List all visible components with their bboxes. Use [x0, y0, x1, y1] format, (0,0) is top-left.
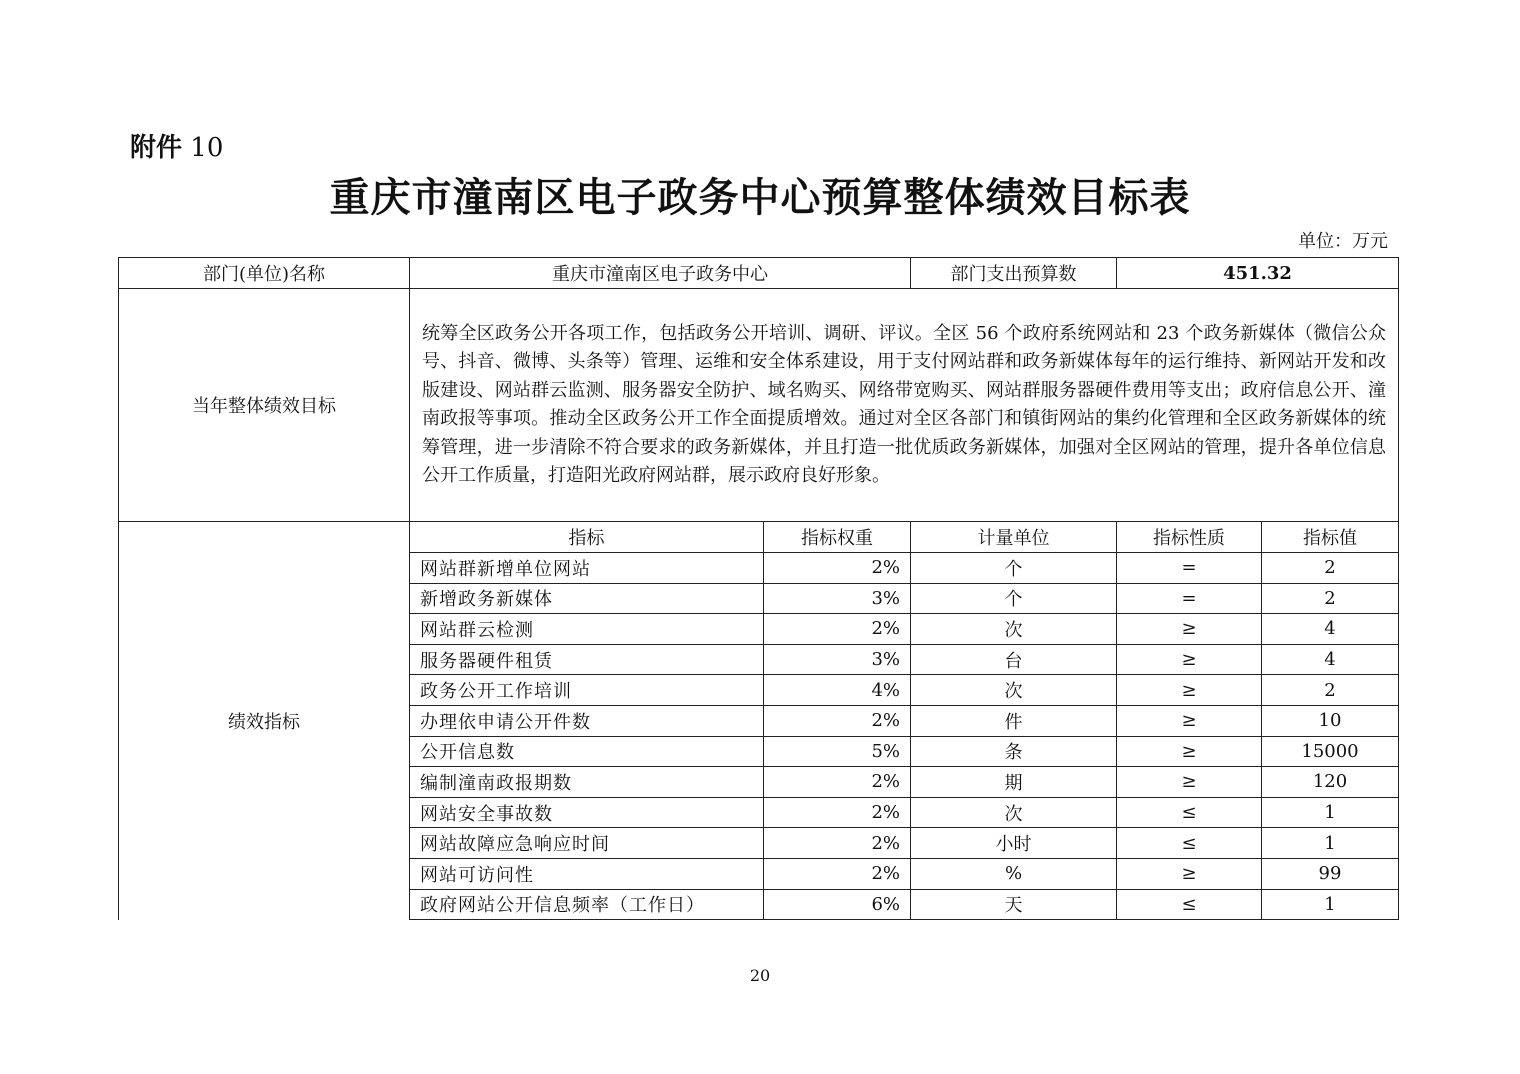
budget-value: 451.32: [1117, 258, 1399, 289]
unit-label: 单位：万元: [1298, 231, 1388, 252]
column-header-unit: 计量单位: [911, 522, 1117, 553]
indicator-weight: 3%: [764, 583, 911, 614]
indicator-value: 15000: [1262, 736, 1399, 767]
goal-row: [119, 289, 1399, 522]
indicator-weight: 5%: [764, 736, 911, 767]
indicator-value: 4: [1262, 644, 1399, 675]
budget-label: 部门支出预算数: [911, 258, 1117, 289]
goal-text: 统筹全区政务公开各项工作，包括政务公开培训、调研、评议。全区 56 个政府系统网站和 23 个政务新媒体（微信公众号、抖音、微博、头条等）管理、运维和安全体系建设，用于支付网站群和政务新媒体每年的运行维持、新网站开发和改版建设、网站群云监测、服务器安全防护、域名购买、网络带宽购买、网站群服务器硬件费用等支出；政府信息公开、潼南政报等事项。推动全区政务公开工作全面提质增效。通过对全区各部门和镇街网站的集约化管理和全区政务新媒体的统筹管理，进一步清除不符合要求的政务新媒体，并且打造一批优质政务新媒体，加强对全区网站的管理，提升各单位信息公开工作质量，打造阳光政府网站群，展示政府良好形象。: [410, 289, 1399, 522]
header-row: [119, 258, 1399, 289]
indicator-weight: 2%: [764, 553, 911, 584]
indicator-name: 网站可访问性: [410, 858, 764, 889]
indicator-weight: 3%: [764, 644, 911, 675]
indicator-name: 办理依申请公开件数: [410, 705, 764, 736]
indicator-nature: ≥: [1117, 705, 1262, 736]
attachment-label: [130, 130, 223, 166]
attachment-number: 10: [190, 133, 224, 163]
indicator-name: 服务器硬件租赁: [410, 644, 764, 675]
indicator-unit: 天: [911, 889, 1117, 920]
indicator-nature: ≥: [1117, 736, 1262, 767]
indicator-nature: ≥: [1117, 614, 1262, 645]
indicator-nature: =: [1117, 583, 1262, 614]
indicator-nature: ≤: [1117, 889, 1262, 920]
indicator-unit: 件: [911, 705, 1117, 736]
indicator-unit: 次: [911, 797, 1117, 828]
column-header-weight: 指标权重: [764, 522, 911, 553]
indicator-weight: 2%: [764, 828, 911, 859]
indicator-value: 2: [1262, 583, 1399, 614]
indicator-header-row: [119, 522, 1399, 553]
page-number: 20: [749, 966, 771, 985]
indicator-weight: 2%: [764, 705, 911, 736]
performance-target-table: [118, 257, 1399, 920]
indicator-nature: ≥: [1117, 675, 1262, 706]
indicator-nature: ≥: [1117, 767, 1262, 798]
indicator-name: 新增政务新媒体: [410, 583, 764, 614]
dept-value: 重庆市潼南区电子政务中心: [410, 258, 911, 289]
indicator-value: 1: [1262, 889, 1399, 920]
indicator-value: 1: [1262, 828, 1399, 859]
indicator-value: 2: [1262, 675, 1399, 706]
indicator-weight: 6%: [764, 889, 911, 920]
indicator-weight: 2%: [764, 767, 911, 798]
column-header-value: 指标值: [1262, 522, 1399, 553]
indicator-value: 99: [1262, 858, 1399, 889]
indicator-name: 网站安全事故数: [410, 797, 764, 828]
indicator-value: 120: [1262, 767, 1399, 798]
page-title: 重庆市潼南区电子政务中心预算整体绩效目标表: [329, 174, 1191, 221]
indicator-nature: ≥: [1117, 644, 1262, 675]
column-header-indicator: 指标: [410, 522, 764, 553]
indicator-section-label: 绩效指标: [119, 522, 410, 920]
goal-label: 当年整体绩效目标: [119, 289, 410, 522]
table-body: [119, 258, 1399, 920]
indicator-unit: 次: [911, 614, 1117, 645]
indicator-unit: 个: [911, 553, 1117, 584]
indicator-name: 网站群云检测: [410, 614, 764, 645]
indicator-name: 网站群新增单位网站: [410, 553, 764, 584]
indicator-name: 编制潼南政报期数: [410, 767, 764, 798]
indicator-unit: 小时: [911, 828, 1117, 859]
indicator-unit: 次: [911, 675, 1117, 706]
indicator-weight: 2%: [764, 797, 911, 828]
indicator-name: 网站故障应急响应时间: [410, 828, 764, 859]
indicator-unit: %: [911, 858, 1117, 889]
indicator-unit: 条: [911, 736, 1117, 767]
indicator-weight: 2%: [764, 858, 911, 889]
indicator-nature: ≤: [1117, 828, 1262, 859]
indicator-nature: ≥: [1117, 858, 1262, 889]
indicator-unit: 期: [911, 767, 1117, 798]
indicator-weight: 2%: [764, 614, 911, 645]
indicator-nature: ≤: [1117, 797, 1262, 828]
indicator-value: 4: [1262, 614, 1399, 645]
indicator-value: 1: [1262, 797, 1399, 828]
column-header-nature: 指标性质: [1117, 522, 1262, 553]
indicator-unit: 台: [911, 644, 1117, 675]
indicator-unit: 个: [911, 583, 1117, 614]
indicator-value: 2: [1262, 553, 1399, 584]
indicator-nature: =: [1117, 553, 1262, 584]
indicator-weight: 4%: [764, 675, 911, 706]
indicator-value: 10: [1262, 705, 1399, 736]
indicator-name: 政府网站公开信息频率（工作日）: [410, 889, 764, 920]
indicator-name: 政务公开工作培训: [410, 675, 764, 706]
attachment-prefix: 附件: [130, 133, 183, 163]
indicator-name: 公开信息数: [410, 736, 764, 767]
dept-label: 部门(单位)名称: [119, 258, 410, 289]
